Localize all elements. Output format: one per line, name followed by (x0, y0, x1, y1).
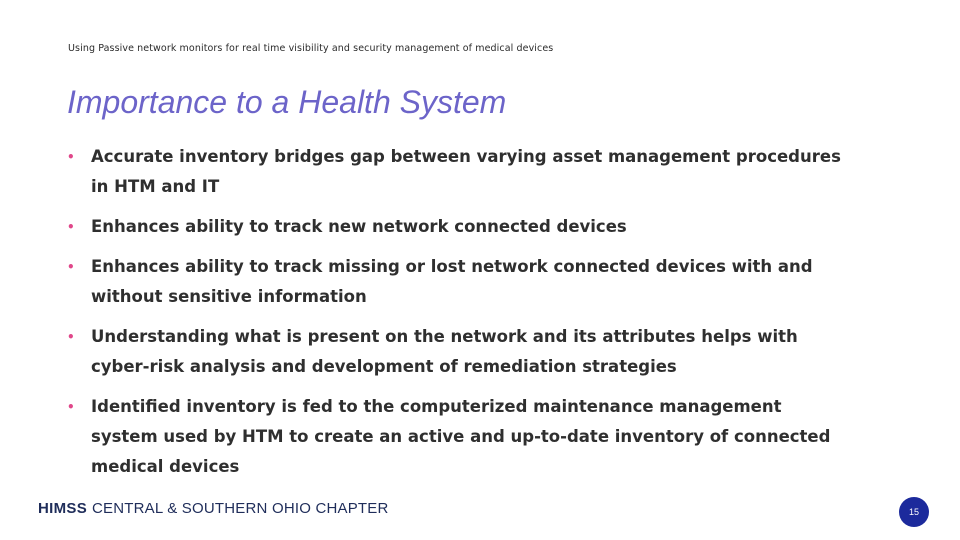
bullet-list (66, 142, 846, 492)
bullet-item (66, 142, 846, 202)
logo-brand: HIMSS (38, 500, 88, 517)
header-caption: Using Passive network monitors for real time visibility and security management of medical devices (68, 43, 554, 54)
bullet-text: Accurate inventory bridges gap between varying asset management procedures in HTM and IT (91, 147, 841, 196)
bullet-marker-icon: • (67, 150, 75, 164)
bullet-text: Enhances ability to track new network connected devices (91, 217, 627, 236)
bullet-text: Identified inventory is fed to the computerized maintenance management system used by HTM to create an active and up-to-date inventory of connected medical devices (91, 397, 831, 476)
logo-chapter: CENTRAL & SOUTHERN OHIO CHAPTER (92, 500, 389, 517)
bullet-marker-icon: • (67, 220, 75, 234)
page-number: 15 (908, 507, 919, 517)
bullet-item (66, 212, 846, 242)
bullet-marker-icon: • (67, 330, 75, 344)
slide-title: Importance to a Health System (67, 84, 507, 120)
bullet-text: Enhances ability to track missing or lost network connected devices with and without sensitive information (91, 257, 813, 306)
bullet-marker-icon: • (67, 400, 75, 414)
bullet-marker-icon: • (67, 260, 75, 274)
bullet-text: Understanding what is present on the network and its attributes helps with cyber-risk analysis and development of remediation strategies (91, 327, 798, 376)
page-number-badge (899, 497, 929, 527)
bullet-item (66, 322, 846, 382)
bullet-item (66, 252, 846, 312)
chapter-logo (38, 500, 389, 517)
bullet-item (66, 392, 846, 482)
